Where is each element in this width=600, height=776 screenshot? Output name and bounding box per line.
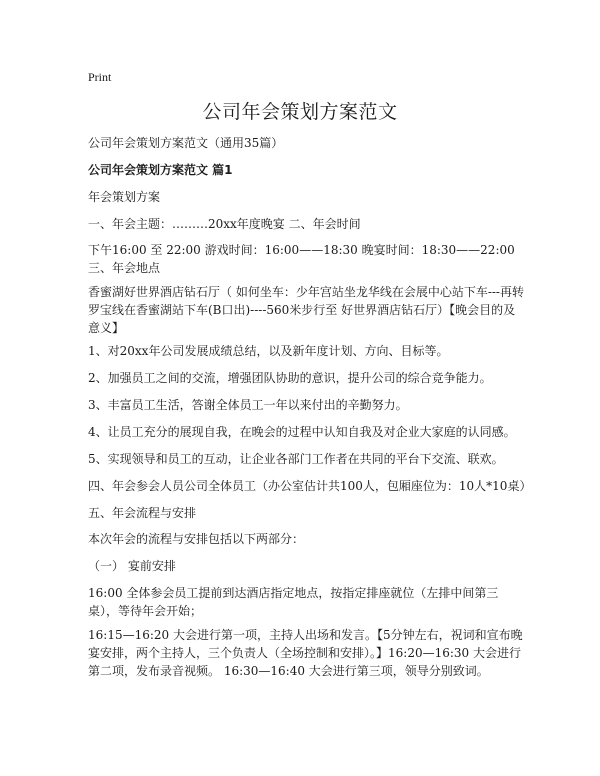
list-item: 5、实现领导和员工的互动，让企业各部门工作者在共同的平台下交流、联欢。	[88, 452, 504, 466]
list-item: 3、丰富员工生活，答谢全体员工一年以来付出的辛勤努力。	[88, 398, 408, 412]
print-label: Print	[88, 70, 112, 84]
paragraph-attendees: 四、年会参会人员公司全体员工（办公室估计共100人，包厢座位为：10人*10桌）	[88, 479, 532, 493]
list-item: 2、加强员工之间的交流，增强团队协助的意识，提升公司的综合竞争能力。	[88, 371, 492, 385]
section-heading: 公司年会策划方案范文 篇1	[88, 163, 233, 177]
list-item: 4、让员工充分的展现自我，在晚会的过程中认知自我及对企业大家庭的认同感。	[88, 425, 516, 439]
paragraph-pre-banquet: （一） 宴前安排	[88, 559, 176, 573]
page-title: 公司年会策划方案范文	[202, 101, 398, 123]
subtitle: 公司年会策划方案范文（通用35篇）	[88, 136, 284, 150]
paragraph-time: 下午16:00 至 22:00 游戏时间：16:00——18:30 晚宴时间：18:30——22:00 三、年会地点	[88, 243, 515, 275]
paragraph-theme: 一、年会主题：………20xx年度晚宴 二、年会时间	[88, 217, 361, 231]
list-item: 1、对20xx年公司发展成绩总结，以及新年度计划、方向、目标等。	[88, 344, 449, 358]
paragraph-process-intro: 本次年会的流程与安排包括以下两部分：	[88, 532, 305, 546]
plan-title: 年会策划方案	[88, 190, 161, 204]
paragraph-arrival: 16:00 全体参会员工提前到达酒店指定地点，按指定排座就位（左排中间第三桌），等待年会开始；	[88, 586, 499, 618]
paragraph-agenda: 16:15—16:20 大会进行第一项，主持人出场和发言。【5分钟左右，祝词和宣布晚宴安排，两个主持人，三个负责人（全场控制和安排）。】16:20—16:30 大会进行第二项，发布录音视频。 16:30—16:40 大会进行第三项，领导分别致词。	[88, 628, 523, 678]
paragraph-location: 香蜜湖好世界酒店钻石厅（ 如何坐车：少年宫站坐龙华线在会展中心站下车---再转罗宝线在香蜜湖站下车(B口出)----560米步行至 好世界酒店钻石厅）【晚会目的及意义】	[88, 285, 524, 335]
paragraph-process-heading: 五、年会流程与安排	[88, 506, 197, 520]
